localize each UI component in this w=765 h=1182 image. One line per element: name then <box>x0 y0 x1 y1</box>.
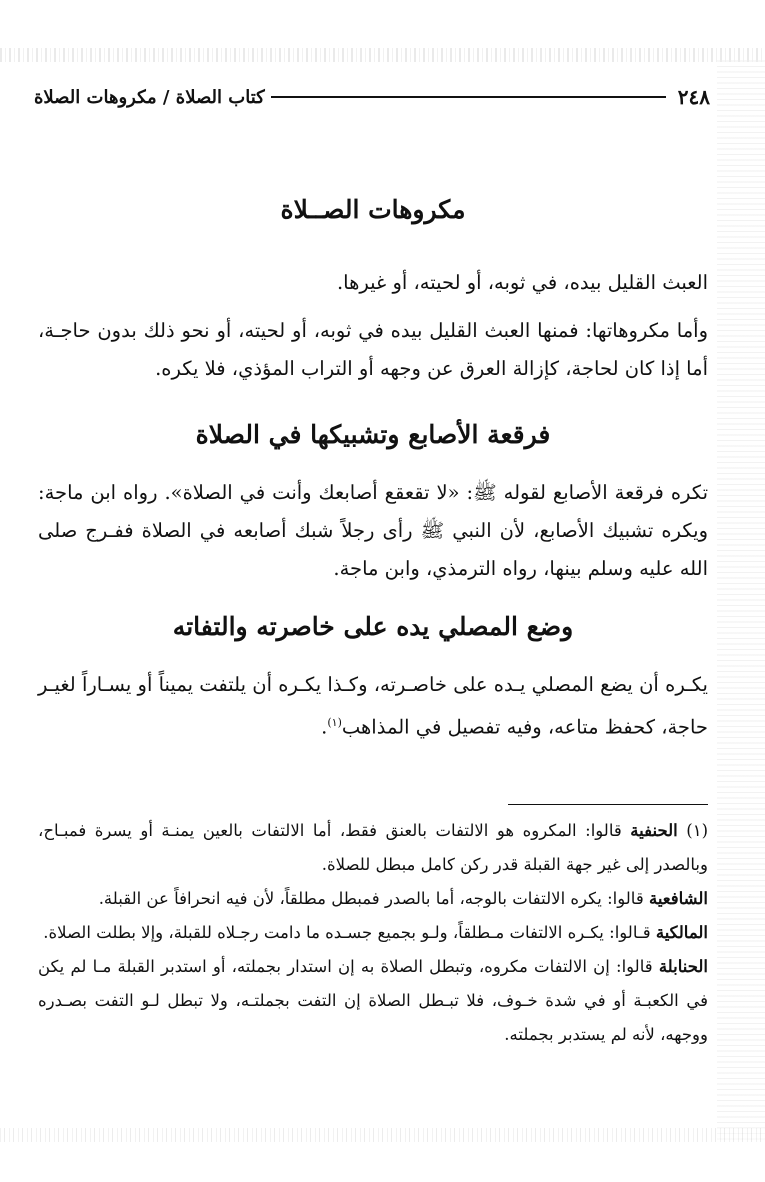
footnote-shafii <box>38 882 708 916</box>
footnote-number: (١) <box>686 821 708 840</box>
paragraph-details: وأما مكروهاتها: فمنها العبث القليل بيده في ثوبه، أو لحيته، أو نحو ذلك بدون حاجـة، أما إذا كان لحاجة، كإزالة العرق عن وجهه أو التراب المؤذي، فلا يكره. <box>38 319 708 380</box>
paragraph-hand-on-waist <box>38 666 708 747</box>
footnotes <box>38 814 708 1052</box>
section-heading: مكروهات الصــلاة <box>280 195 466 224</box>
footnote-separator <box>508 804 708 805</box>
paragraph-end: . <box>321 715 328 739</box>
footnote-hanafi <box>38 814 708 882</box>
intro-text <box>38 264 708 388</box>
footnote-school-hanafi: الحنفية <box>630 821 678 840</box>
footnote-hanbali <box>38 950 708 1052</box>
header-rule <box>271 96 666 98</box>
paragraph-hand-on-waist-text: يكـره أن يضع المصلي يـده على خاصـرته، وكـذا يكـره أن يلتفت يميناً أو يسـاراً لغيـر حاجة، كحفظ متاعه، وفيه تفصيل في المذاهب <box>38 673 708 739</box>
page-number: ٢٤٨ <box>677 85 710 109</box>
scan-noise-top <box>0 48 765 62</box>
footnote-school-shafii: الشافعية <box>648 889 708 908</box>
paragraph-summary: العبث القليل بيده، في ثوبه، أو لحيته، أو غيرها. <box>336 271 708 294</box>
hand-on-waist-text <box>38 666 708 747</box>
footnote-maliki <box>38 916 708 950</box>
paragraph-finger-cracking: تكره فرقعة الأصابع لقوله ﷺ: «لا تقعقع أصابعك وأنت في الصلاة». رواه ابن ماجة: ويكره تشبيك الأصابع، لأن النبي ﷺ رأى رجلاً شبك أصابعه في الصلاة ففـرج صلى الله عليه وسلم بينها، رواه الترمذي، وابن ماجة. <box>38 481 708 580</box>
running-header <box>34 80 710 114</box>
scan-noise-bottom <box>0 1128 765 1142</box>
running-section-title: كتاب الصلاة / مكروهات الصلاة <box>34 86 265 108</box>
subsection-heading-hand-on-waist: وضع المصلي يده على خاصرته والتفاته <box>172 612 574 641</box>
footnote-school-hanbali: الحنابلة <box>658 957 708 976</box>
footnote-reference[interactable]: (١) <box>327 716 342 729</box>
finger-cracking-text <box>38 474 708 588</box>
subsection-heading-finger-cracking: فرقعة الأصابع وتشبيكها في الصلاة <box>195 420 551 449</box>
scan-noise-right <box>717 60 765 1140</box>
footnote-school-maliki: المالكية <box>655 923 708 942</box>
footnote-text-hanafi: قالوا: المكروه هو الالتفات بالعنق فقط، أما الالتفات بالعين يمنـة أو يسرة فمبـاح، وبالصدر إلى غير جهة القبلة قدر ركن كامل مبطل للصلاة. <box>38 821 708 874</box>
footnote-text-hanbali: قالوا: إن الالتفات مكروه، وتبطل الصلاة به إن استدار بجملته، أو استدبر القبلة مـا لم يكن في الكعبـة أو في شدة خـوف، فلا تبـطل الصلاة إن التفت بجملتـه، ولا تبطل لـو التفت بصـدره ووجهه، لأنه لم يستدبر بجملته. <box>38 957 708 1044</box>
footnote-text-maliki: قـالوا: يكـره الالتفات مـطلقاً، ولـو بجميع جسـده ما دامت رجـلاه للقبلة، وإلا بطلت الصلاة. <box>43 923 651 942</box>
footnote-text-shafii: قالوا: يكره الالتفات بالوجه، أما بالصدر فمبطل مطلقاً، لأن فيه انحرافاً عن القبلة. <box>98 889 644 908</box>
